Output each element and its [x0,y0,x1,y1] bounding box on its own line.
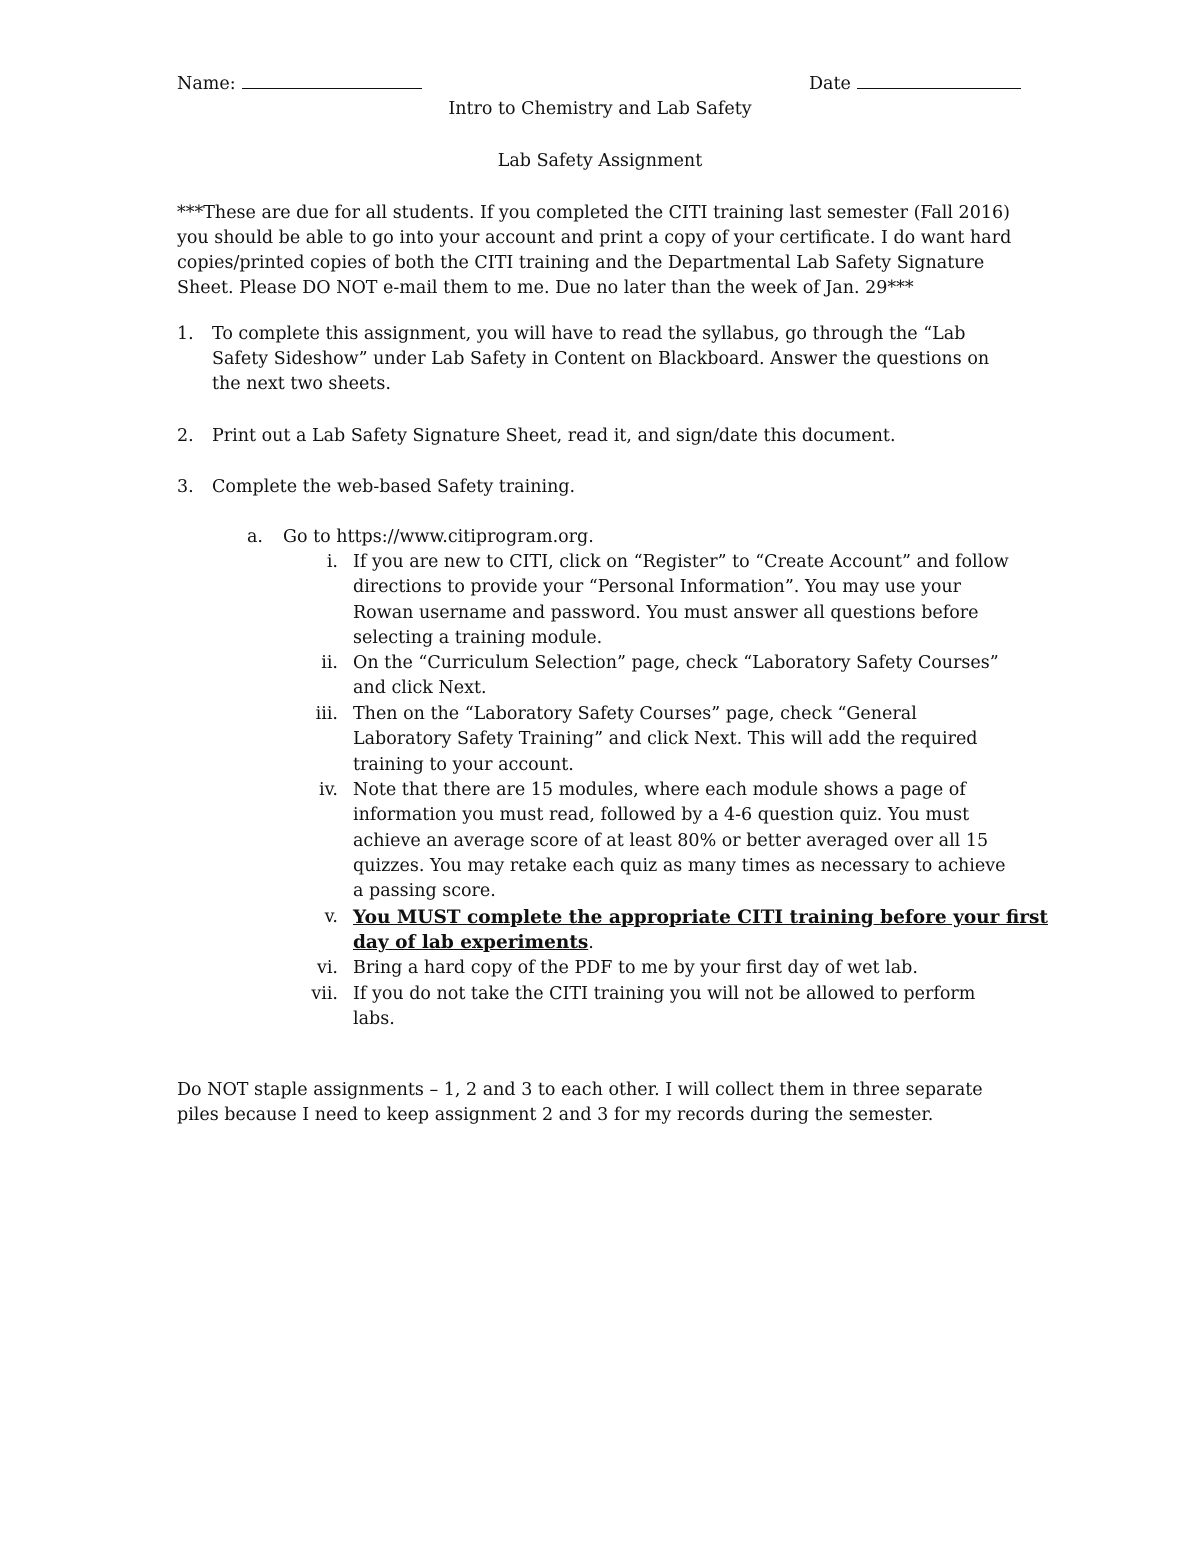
roman-line: achieve an average score of at least 80% or better averaged over all 15 [353,830,989,851]
item-2-text: Print out a Lab Safety Signature Sheet, read it, and sign/date this document. [212,426,896,446]
roman-line: labs. [353,1009,395,1030]
intro-paragraph [177,201,1011,301]
roman-line: and click Next. [353,678,487,699]
intro-line: ***These are due for all students. If you completed the CITI training last semester (Fall 2016) [177,203,1010,223]
roman-numeral: vii. [311,984,338,1004]
roman-line: On the “Curriculum Selection” page, check “Laboratory Safety Courses” [353,653,999,673]
roman-numeral: iii. [315,704,338,724]
roman-item-text [353,982,975,1033]
item-line: Safety Sideshow” under Lab Safety in Content on Blackboard. Answer the questions on [212,349,990,369]
roman-line: Bring a hard copy of the PDF to me by your first day of wet lab. [353,958,918,978]
roman-line: information you must read, followed by a 4-6 question quiz. You must [353,805,970,826]
roman-line: a passing score. [353,881,496,902]
roman-numeral: ii. [321,653,338,673]
item-number: 1. [177,324,194,344]
emphasis-line: day of lab experiments [353,932,589,954]
emphasis-line-wrap [353,930,1048,956]
roman-numeral: v. [324,907,338,927]
item-1-text [212,322,989,397]
roman-numeral: i. [326,552,338,572]
sub-item-a-text: Go to https://www.citiprogram.org. [283,527,594,547]
intro-line: you should be able to go into your account and print a copy of your certificate. I do want hard [177,228,1012,248]
item-3-text: Complete the web-based Safety training. [212,477,576,497]
roman-line: selecting a training module. [353,627,603,648]
closing-line: Do NOT staple assignments – 1, 2 and 3 to each other. I will collect them in three separate [177,1080,983,1100]
emphasis-line: You MUST complete the appropriate CITI training before your first [353,907,1048,928]
roman-line: If you do not take the CITI training you will not be allowed to perform [353,984,976,1004]
roman-line: directions to provide your “Personal Information”. You may use your [353,577,962,598]
roman-line: Laboratory Safety Training” and click Next. This will add the required [353,729,978,750]
course-title: Intro to Chemistry and Lab Safety [448,99,752,119]
roman-item-text [353,550,1009,651]
closing-paragraph [177,1078,983,1128]
period: . [588,933,594,954]
roman-item-text [353,778,1006,904]
roman-line: Rowan username and password. You must answer all questions before [353,602,979,623]
roman-line: quizzes. You may retake each quiz as many times as necessary to achieve [353,855,1006,876]
roman-line: If you are new to CITI, click on “Register” to “Create Account” and follow [353,552,1009,572]
item-line: To complete this assignment, you will have to read the syllabus, go through the “Lab [212,324,966,344]
name-label: Name: [177,74,236,94]
item-number: 2. [177,426,194,446]
intro-line: copies/printed copies of both the CITI training and the Departmental Lab Safety Signature [177,253,985,273]
closing-line: piles because I need to keep assignment 2 and 3 for my records during the semester. [177,1105,934,1125]
date-field [809,72,1021,97]
sub-item-letter: a. [247,527,263,547]
item-number: 3. [177,477,194,497]
roman-item-text [353,702,978,778]
roman-item-text [353,956,918,981]
name-field [177,72,422,97]
date-label: Date [809,74,851,94]
roman-item-text [353,905,1048,957]
intro-line: Sheet. Please DO NOT e-mail them to me. Due no later than the week of Jan. 29*** [177,278,914,298]
roman-numeral: vi. [316,958,338,978]
roman-line: Note that there are 15 modules, where each module shows a page of [353,780,966,800]
roman-numeral: iv. [319,780,338,800]
item-line: the next two sheets. [212,374,391,394]
roman-line: training to your account. [353,754,574,775]
assignment-title: Lab Safety Assignment [497,151,703,171]
name-blank-line [242,74,422,89]
date-blank-line [857,74,1021,89]
roman-item-text [353,651,999,702]
roman-line: Then on the “Laboratory Safety Courses” page, check “General [353,704,917,724]
